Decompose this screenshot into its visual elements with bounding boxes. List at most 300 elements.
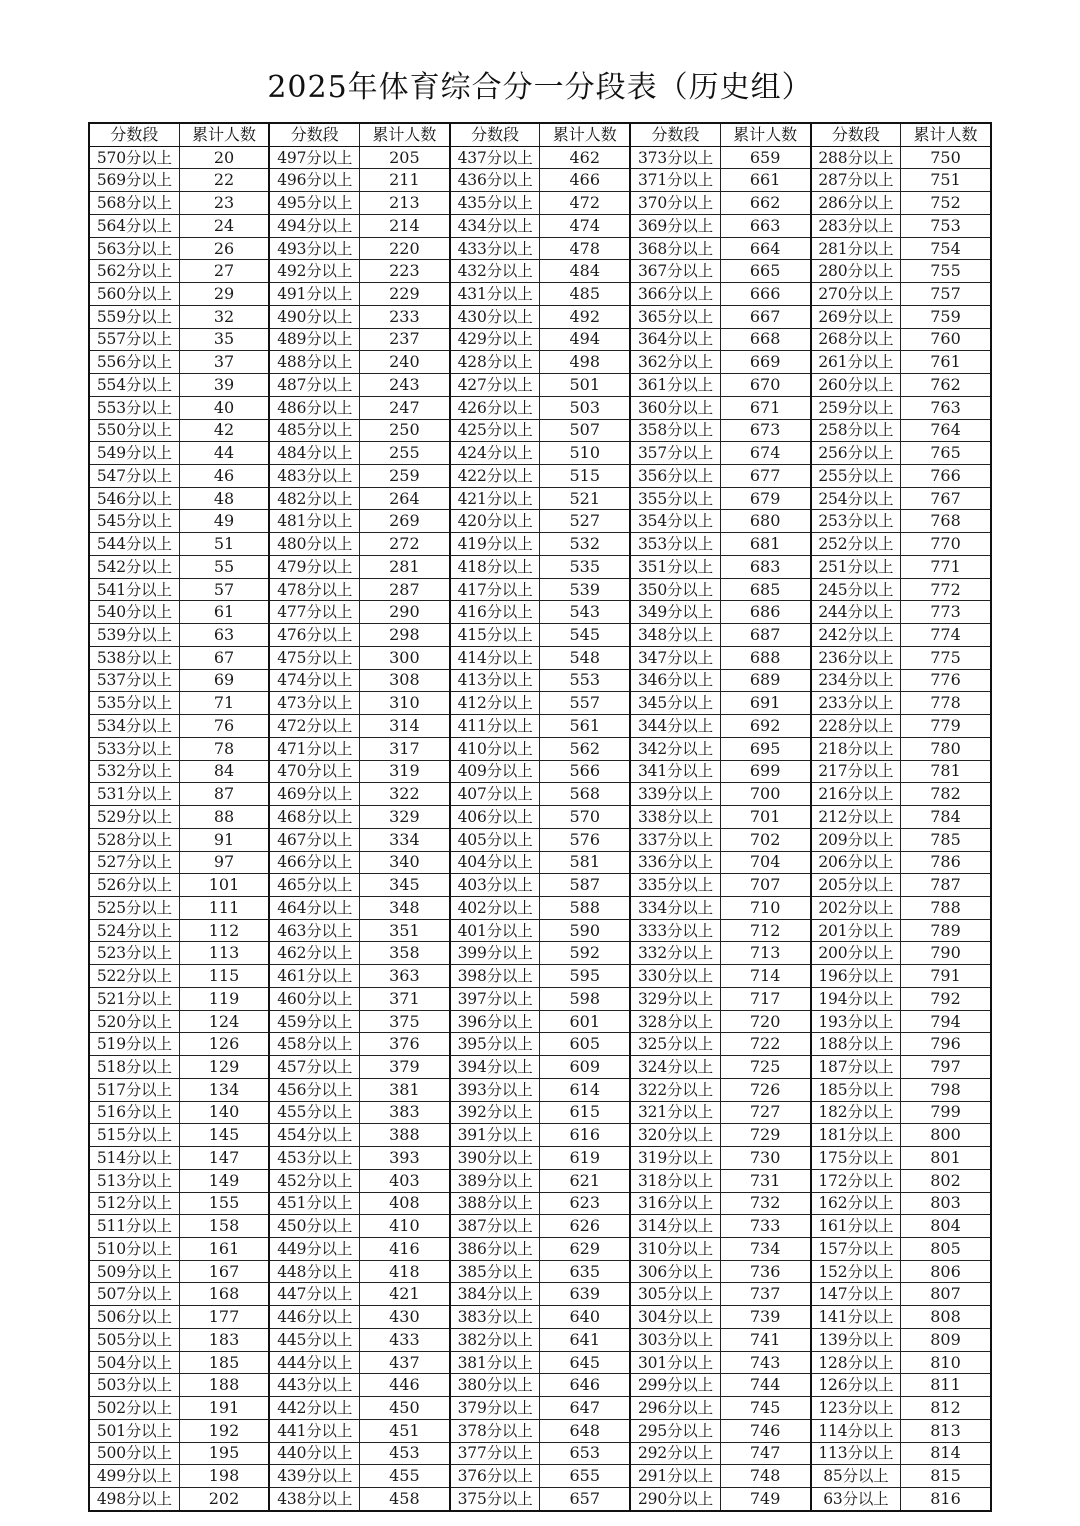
score-cell: 255分以上: [811, 465, 901, 488]
score-cell: 256分以上: [811, 442, 901, 465]
score-cell: 395分以上: [450, 1033, 540, 1056]
score-cell: 553分以上: [89, 396, 179, 419]
count-cell: 433: [360, 1328, 450, 1351]
count-cell: 437: [360, 1351, 450, 1374]
score-cell: 485分以上: [269, 419, 359, 442]
score-cell: 458分以上: [269, 1033, 359, 1056]
score-cell: 114分以上: [811, 1419, 901, 1442]
count-cell: 155: [179, 1192, 269, 1215]
score-cell: 373分以上: [630, 146, 720, 169]
score-cell: 523分以上: [89, 942, 179, 965]
score-cell: 405分以上: [450, 828, 540, 851]
count-cell: 750: [901, 146, 991, 169]
score-cell: 252分以上: [811, 533, 901, 556]
score-cell: 196分以上: [811, 965, 901, 988]
count-cell: 685: [720, 578, 810, 601]
count-cell: 688: [720, 646, 810, 669]
score-cell: 336分以上: [630, 851, 720, 874]
table-row: [89, 874, 991, 897]
count-cell: 816: [901, 1488, 991, 1511]
count-cell: 753: [901, 214, 991, 237]
count-cell: 714: [720, 965, 810, 988]
count-cell: 112: [179, 919, 269, 942]
score-cell: 461分以上: [269, 965, 359, 988]
score-cell: 484分以上: [269, 442, 359, 465]
score-cell: 348分以上: [630, 624, 720, 647]
count-cell: 269: [360, 510, 450, 533]
count-cell: 26: [179, 237, 269, 260]
table-header-row: [89, 123, 991, 146]
score-cell: 512分以上: [89, 1192, 179, 1215]
count-cell: 272: [360, 533, 450, 556]
score-cell: 341分以上: [630, 760, 720, 783]
score-cell: 401分以上: [450, 919, 540, 942]
count-cell: 734: [720, 1237, 810, 1260]
count-cell: 648: [540, 1419, 630, 1442]
score-cell: 126分以上: [811, 1374, 901, 1397]
score-cell: 388分以上: [450, 1192, 540, 1215]
score-cell: 292分以上: [630, 1442, 720, 1465]
score-cell: 554分以上: [89, 374, 179, 397]
count-cell: 177: [179, 1306, 269, 1329]
score-cell: 556分以上: [89, 351, 179, 374]
score-cell: 365分以上: [630, 305, 720, 328]
score-cell: 463分以上: [269, 919, 359, 942]
count-cell: 223: [360, 260, 450, 283]
count-cell: 663: [720, 214, 810, 237]
score-cell: 535分以上: [89, 692, 179, 715]
score-cell: 439分以上: [269, 1465, 359, 1488]
score-cell: 338分以上: [630, 806, 720, 829]
count-cell: 97: [179, 851, 269, 874]
score-cell: 382分以上: [450, 1328, 540, 1351]
count-cell: 202: [179, 1488, 269, 1511]
score-cell: 474分以上: [269, 669, 359, 692]
count-cell: 726: [720, 1078, 810, 1101]
score-cell: 516分以上: [89, 1101, 179, 1124]
count-cell: 731: [720, 1169, 810, 1192]
score-cell: 462分以上: [269, 942, 359, 965]
count-cell: 780: [901, 737, 991, 760]
count-cell: 592: [540, 942, 630, 965]
score-cell: 568分以上: [89, 192, 179, 215]
score-cell: 442分以上: [269, 1397, 359, 1420]
count-cell: 763: [901, 396, 991, 419]
count-cell: 744: [720, 1374, 810, 1397]
score-cell: 478分以上: [269, 578, 359, 601]
count-cell: 539: [540, 578, 630, 601]
table-row: [89, 760, 991, 783]
score-cell: 518分以上: [89, 1056, 179, 1079]
header-score-4: 分数段: [630, 123, 720, 146]
count-cell: 739: [720, 1306, 810, 1329]
score-cell: 185分以上: [811, 1078, 901, 1101]
count-cell: 375: [360, 1010, 450, 1033]
count-cell: 683: [720, 555, 810, 578]
count-cell: 329: [360, 806, 450, 829]
table-row: [89, 305, 991, 328]
table-row: [89, 328, 991, 351]
count-cell: 67: [179, 646, 269, 669]
score-cell: 569分以上: [89, 169, 179, 192]
score-cell: 281分以上: [811, 237, 901, 260]
table-row: [89, 1306, 991, 1329]
score-cell: 394分以上: [450, 1056, 540, 1079]
table-row: [89, 442, 991, 465]
count-cell: 661: [720, 169, 810, 192]
count-cell: 659: [720, 146, 810, 169]
count-cell: 503: [540, 396, 630, 419]
count-cell: 804: [901, 1215, 991, 1238]
count-cell: 745: [720, 1397, 810, 1420]
count-cell: 787: [901, 874, 991, 897]
count-cell: 458: [360, 1488, 450, 1511]
count-cell: 334: [360, 828, 450, 851]
score-cell: 299分以上: [630, 1374, 720, 1397]
score-cell: 201分以上: [811, 919, 901, 942]
score-cell: 368分以上: [630, 237, 720, 260]
table-row: [89, 1101, 991, 1124]
table-row: [89, 510, 991, 533]
count-cell: 149: [179, 1169, 269, 1192]
table-row: [89, 283, 991, 306]
count-cell: 667: [720, 305, 810, 328]
count-cell: 774: [901, 624, 991, 647]
score-cell: 377分以上: [450, 1442, 540, 1465]
count-cell: 363: [360, 965, 450, 988]
count-cell: 781: [901, 760, 991, 783]
count-cell: 755: [901, 260, 991, 283]
score-cell: 428分以上: [450, 351, 540, 374]
count-cell: 78: [179, 737, 269, 760]
score-cell: 314分以上: [630, 1215, 720, 1238]
count-cell: 472: [540, 192, 630, 215]
score-cell: 361分以上: [630, 374, 720, 397]
table-row: [89, 396, 991, 419]
score-cell: 332分以上: [630, 942, 720, 965]
score-cell: 270分以上: [811, 283, 901, 306]
table-row: [89, 965, 991, 988]
score-cell: 410分以上: [450, 737, 540, 760]
score-cell: 503分以上: [89, 1374, 179, 1397]
count-cell: 243: [360, 374, 450, 397]
table-row: [89, 214, 991, 237]
count-cell: 240: [360, 351, 450, 374]
header-count-1: 累计人数: [179, 123, 269, 146]
count-cell: 639: [540, 1283, 630, 1306]
count-cell: 776: [901, 669, 991, 692]
count-cell: 229: [360, 283, 450, 306]
score-cell: 325分以上: [630, 1033, 720, 1056]
count-cell: 527: [540, 510, 630, 533]
table-row: [89, 533, 991, 556]
score-cell: 254分以上: [811, 487, 901, 510]
score-cell: 303分以上: [630, 1328, 720, 1351]
count-cell: 351: [360, 919, 450, 942]
table-row: [89, 351, 991, 374]
score-cell: 345分以上: [630, 692, 720, 715]
score-cell: 473分以上: [269, 692, 359, 715]
count-cell: 615: [540, 1101, 630, 1124]
score-cell: 346分以上: [630, 669, 720, 692]
count-cell: 314: [360, 715, 450, 738]
count-cell: 22: [179, 169, 269, 192]
score-cell: 424分以上: [450, 442, 540, 465]
score-cell: 364分以上: [630, 328, 720, 351]
score-cell: 451分以上: [269, 1192, 359, 1215]
score-cell: 407分以上: [450, 783, 540, 806]
header-score-5: 分数段: [811, 123, 901, 146]
count-cell: 492: [540, 305, 630, 328]
count-cell: 687: [720, 624, 810, 647]
header-score-1: 分数段: [89, 123, 179, 146]
count-cell: 167: [179, 1260, 269, 1283]
score-cell: 432分以上: [450, 260, 540, 283]
score-cell: 502分以上: [89, 1397, 179, 1420]
score-cell: 563分以上: [89, 237, 179, 260]
count-cell: 609: [540, 1056, 630, 1079]
count-cell: 799: [901, 1101, 991, 1124]
count-cell: 664: [720, 237, 810, 260]
table-row: [89, 1056, 991, 1079]
score-cell: 476分以上: [269, 624, 359, 647]
header-count-2: 累计人数: [360, 123, 450, 146]
count-cell: 507: [540, 419, 630, 442]
score-cell: 333分以上: [630, 919, 720, 942]
count-cell: 381: [360, 1078, 450, 1101]
count-cell: 666: [720, 283, 810, 306]
count-cell: 792: [901, 987, 991, 1010]
score-cell: 378分以上: [450, 1419, 540, 1442]
count-cell: 61: [179, 601, 269, 624]
count-cell: 686: [720, 601, 810, 624]
table-row: [89, 1397, 991, 1420]
score-cell: 445分以上: [269, 1328, 359, 1351]
score-cell: 349分以上: [630, 601, 720, 624]
score-cell: 524分以上: [89, 919, 179, 942]
score-cell: 141分以上: [811, 1306, 901, 1329]
score-cell: 305分以上: [630, 1283, 720, 1306]
table-row: [89, 237, 991, 260]
score-cell: 546分以上: [89, 487, 179, 510]
score-cell: 531分以上: [89, 783, 179, 806]
score-cell: 434分以上: [450, 214, 540, 237]
table-row: [89, 1374, 991, 1397]
score-cell: 547分以上: [89, 465, 179, 488]
score-cell: 85分以上: [811, 1465, 901, 1488]
score-cell: 418分以上: [450, 555, 540, 578]
count-cell: 732: [720, 1192, 810, 1215]
score-cell: 152分以上: [811, 1260, 901, 1283]
count-cell: 49: [179, 510, 269, 533]
count-cell: 421: [360, 1283, 450, 1306]
count-cell: 71: [179, 692, 269, 715]
score-cell: 389分以上: [450, 1169, 540, 1192]
count-cell: 614: [540, 1078, 630, 1101]
count-cell: 29: [179, 283, 269, 306]
score-cell: 425分以上: [450, 419, 540, 442]
count-cell: 587: [540, 874, 630, 897]
score-cell: 529分以上: [89, 806, 179, 829]
count-cell: 388: [360, 1124, 450, 1147]
score-cell: 334分以上: [630, 896, 720, 919]
score-cell: 330分以上: [630, 965, 720, 988]
count-cell: 340: [360, 851, 450, 874]
count-cell: 418: [360, 1260, 450, 1283]
count-cell: 55: [179, 555, 269, 578]
score-cell: 370分以上: [630, 192, 720, 215]
score-cell: 354分以上: [630, 510, 720, 533]
count-cell: 557: [540, 692, 630, 715]
count-cell: 247: [360, 396, 450, 419]
score-cell: 396分以上: [450, 1010, 540, 1033]
score-cell: 245分以上: [811, 578, 901, 601]
score-cell: 397分以上: [450, 987, 540, 1010]
table-row: [89, 169, 991, 192]
score-cell: 287分以上: [811, 169, 901, 192]
score-cell: 459分以上: [269, 1010, 359, 1033]
count-cell: 766: [901, 465, 991, 488]
score-cell: 261分以上: [811, 351, 901, 374]
score-cell: 205分以上: [811, 874, 901, 897]
score-cell: 268分以上: [811, 328, 901, 351]
count-cell: 161: [179, 1237, 269, 1260]
score-cell: 355分以上: [630, 487, 720, 510]
score-cell: 251分以上: [811, 555, 901, 578]
count-cell: 616: [540, 1124, 630, 1147]
score-cell: 437分以上: [450, 146, 540, 169]
count-cell: 233: [360, 305, 450, 328]
count-cell: 23: [179, 192, 269, 215]
table-row: [89, 1442, 991, 1465]
count-cell: 510: [540, 442, 630, 465]
score-cell: 570分以上: [89, 146, 179, 169]
count-cell: 670: [720, 374, 810, 397]
score-cell: 465分以上: [269, 874, 359, 897]
score-cell: 537分以上: [89, 669, 179, 692]
count-cell: 466: [540, 169, 630, 192]
table-row: [89, 987, 991, 1010]
count-cell: 653: [540, 1442, 630, 1465]
score-cell: 429分以上: [450, 328, 540, 351]
count-cell: 317: [360, 737, 450, 760]
score-cell: 515分以上: [89, 1124, 179, 1147]
score-cell: 194分以上: [811, 987, 901, 1010]
count-cell: 803: [901, 1192, 991, 1215]
score-cell: 500分以上: [89, 1442, 179, 1465]
count-cell: 712: [720, 919, 810, 942]
count-cell: 689: [720, 669, 810, 692]
count-cell: 308: [360, 669, 450, 692]
score-cell: 482分以上: [269, 487, 359, 510]
score-cell: 470分以上: [269, 760, 359, 783]
score-cell: 233分以上: [811, 692, 901, 715]
count-cell: 501: [540, 374, 630, 397]
score-cell: 483分以上: [269, 465, 359, 488]
count-cell: 788: [901, 896, 991, 919]
count-cell: 812: [901, 1397, 991, 1420]
count-cell: 51: [179, 533, 269, 556]
score-cell: 366分以上: [630, 283, 720, 306]
count-cell: 145: [179, 1124, 269, 1147]
score-cell: 486分以上: [269, 396, 359, 419]
count-cell: 713: [720, 942, 810, 965]
score-cell: 369分以上: [630, 214, 720, 237]
count-cell: 393: [360, 1147, 450, 1170]
score-cell: 399分以上: [450, 942, 540, 965]
score-cell: 234分以上: [811, 669, 901, 692]
score-cell: 316分以上: [630, 1192, 720, 1215]
count-cell: 521: [540, 487, 630, 510]
count-cell: 767: [901, 487, 991, 510]
score-cell: 402分以上: [450, 896, 540, 919]
score-cell: 441分以上: [269, 1419, 359, 1442]
count-cell: 255: [360, 442, 450, 465]
count-cell: 717: [720, 987, 810, 1010]
score-cell: 557分以上: [89, 328, 179, 351]
score-cell: 351分以上: [630, 555, 720, 578]
score-cell: 328分以上: [630, 1010, 720, 1033]
count-cell: 626: [540, 1215, 630, 1238]
count-cell: 588: [540, 896, 630, 919]
count-cell: 101: [179, 874, 269, 897]
score-cell: 480分以上: [269, 533, 359, 556]
score-cell: 319分以上: [630, 1147, 720, 1170]
count-cell: 775: [901, 646, 991, 669]
count-cell: 543: [540, 601, 630, 624]
table-row: [89, 783, 991, 806]
count-cell: 195: [179, 1442, 269, 1465]
count-cell: 532: [540, 533, 630, 556]
score-cell: 411分以上: [450, 715, 540, 738]
count-cell: 484: [540, 260, 630, 283]
table-row: [89, 896, 991, 919]
score-cell: 534分以上: [89, 715, 179, 738]
score-cell: 253分以上: [811, 510, 901, 533]
table-row: [89, 828, 991, 851]
score-cell: 505分以上: [89, 1328, 179, 1351]
score-cell: 371分以上: [630, 169, 720, 192]
count-cell: 605: [540, 1033, 630, 1056]
score-cell: 499分以上: [89, 1465, 179, 1488]
count-cell: 778: [901, 692, 991, 715]
count-cell: 57: [179, 578, 269, 601]
score-cell: 244分以上: [811, 601, 901, 624]
count-cell: 730: [720, 1147, 810, 1170]
score-cell: 318分以上: [630, 1169, 720, 1192]
score-cell: 403分以上: [450, 874, 540, 897]
count-cell: 621: [540, 1169, 630, 1192]
score-cell: 436分以上: [450, 169, 540, 192]
score-cell: 488分以上: [269, 351, 359, 374]
count-cell: 741: [720, 1328, 810, 1351]
table-row: [89, 919, 991, 942]
count-cell: 760: [901, 328, 991, 351]
count-cell: 748: [720, 1465, 810, 1488]
count-cell: 129: [179, 1056, 269, 1079]
count-cell: 213: [360, 192, 450, 215]
count-cell: 791: [901, 965, 991, 988]
header-count-5: 累计人数: [901, 123, 991, 146]
count-cell: 168: [179, 1283, 269, 1306]
count-cell: 813: [901, 1419, 991, 1442]
score-cell: 236分以上: [811, 646, 901, 669]
table-row: [89, 1465, 991, 1488]
count-cell: 773: [901, 601, 991, 624]
score-cell: 181分以上: [811, 1124, 901, 1147]
table-row: [89, 1328, 991, 1351]
score-cell: 412分以上: [450, 692, 540, 715]
